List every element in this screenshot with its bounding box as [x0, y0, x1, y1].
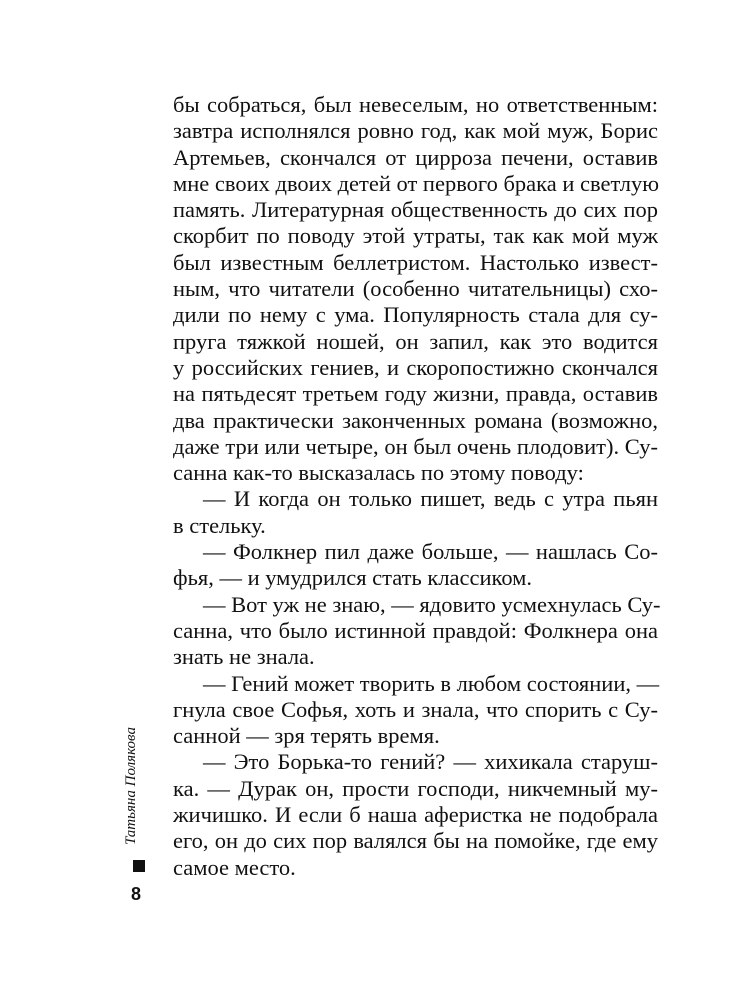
text-line: у российских гениев, и скоропостижно скончался: [173, 354, 658, 380]
text-line: был известным беллетристом. Настолько извест-: [173, 249, 658, 275]
text-line: — Вот уж не знаю, — ядовито усмехнулась Су-: [203, 591, 661, 617]
text-line: скорбит по поводу этой утраты, так как мой муж: [173, 223, 658, 249]
text-line: память. Литературная общественность до сих пор: [173, 197, 658, 223]
text-line: — И когда он только пишет, ведь с утра пьян: [203, 486, 658, 512]
text-line: санной — зря терять время.: [173, 723, 440, 749]
text-line: санна как-то высказалась по этому поводу:: [173, 460, 584, 486]
text-line: дили по нему с ума. Популярность стала для су-: [173, 302, 658, 328]
text-line: — Фолкнер пил даже больше, — нашлась Со-: [203, 539, 658, 565]
text-line: два практически законченных романа (возможно,: [173, 407, 658, 433]
folio-square-marker: [133, 860, 145, 872]
text-line: знать не знала.: [173, 644, 315, 670]
text-line: даже три или четыре, он был очень плодовит). Су-: [173, 433, 658, 459]
text-line: — Гений может творить в любом состоянии, —: [203, 670, 660, 696]
text-line: ным, что читатели (особенно читательницы) схо-: [173, 276, 658, 302]
text-line: завтра исполнялся ровно год, как мой муж, Борис: [173, 118, 658, 144]
text-line: фья, — и умудрился стать классиком.: [173, 565, 533, 591]
text-line: жичишко. И если б наша аферистка не подобрала: [173, 802, 658, 828]
text-line: его, он до сих пор валялся бы на помойке, где ему: [173, 828, 658, 854]
text-line: мне своих двоих детей от первого брака и светлую: [173, 170, 660, 196]
text-line: на пятьдесят третьем году жизни, правда, оставив: [173, 381, 658, 407]
text-line: пруга тяжкой ношей, он запил, как это водится: [173, 328, 658, 354]
page-number: 8: [131, 884, 142, 904]
text-line: самое место.: [173, 854, 296, 880]
text-line: в стельку.: [173, 512, 266, 538]
body-text: [173, 92, 661, 881]
text-line: Артемьев, скончался от цирроза печени, оставив: [173, 144, 658, 170]
text-line: санна, что было истинной правдой: Фолкнера она: [173, 617, 658, 643]
text-line: бы собраться, был невеселым, но ответственным:: [173, 92, 658, 117]
text-line: гнула свое Софья, хоть и знала, что спорить с Су-: [173, 696, 658, 722]
text-line: ка. — Дурак он, прости господи, никчемный му-: [173, 775, 658, 801]
running-head-author: Татьяна Полякова: [123, 727, 139, 845]
text-line: — Это Борька-то гений? — хихикала старуш-: [203, 749, 658, 775]
